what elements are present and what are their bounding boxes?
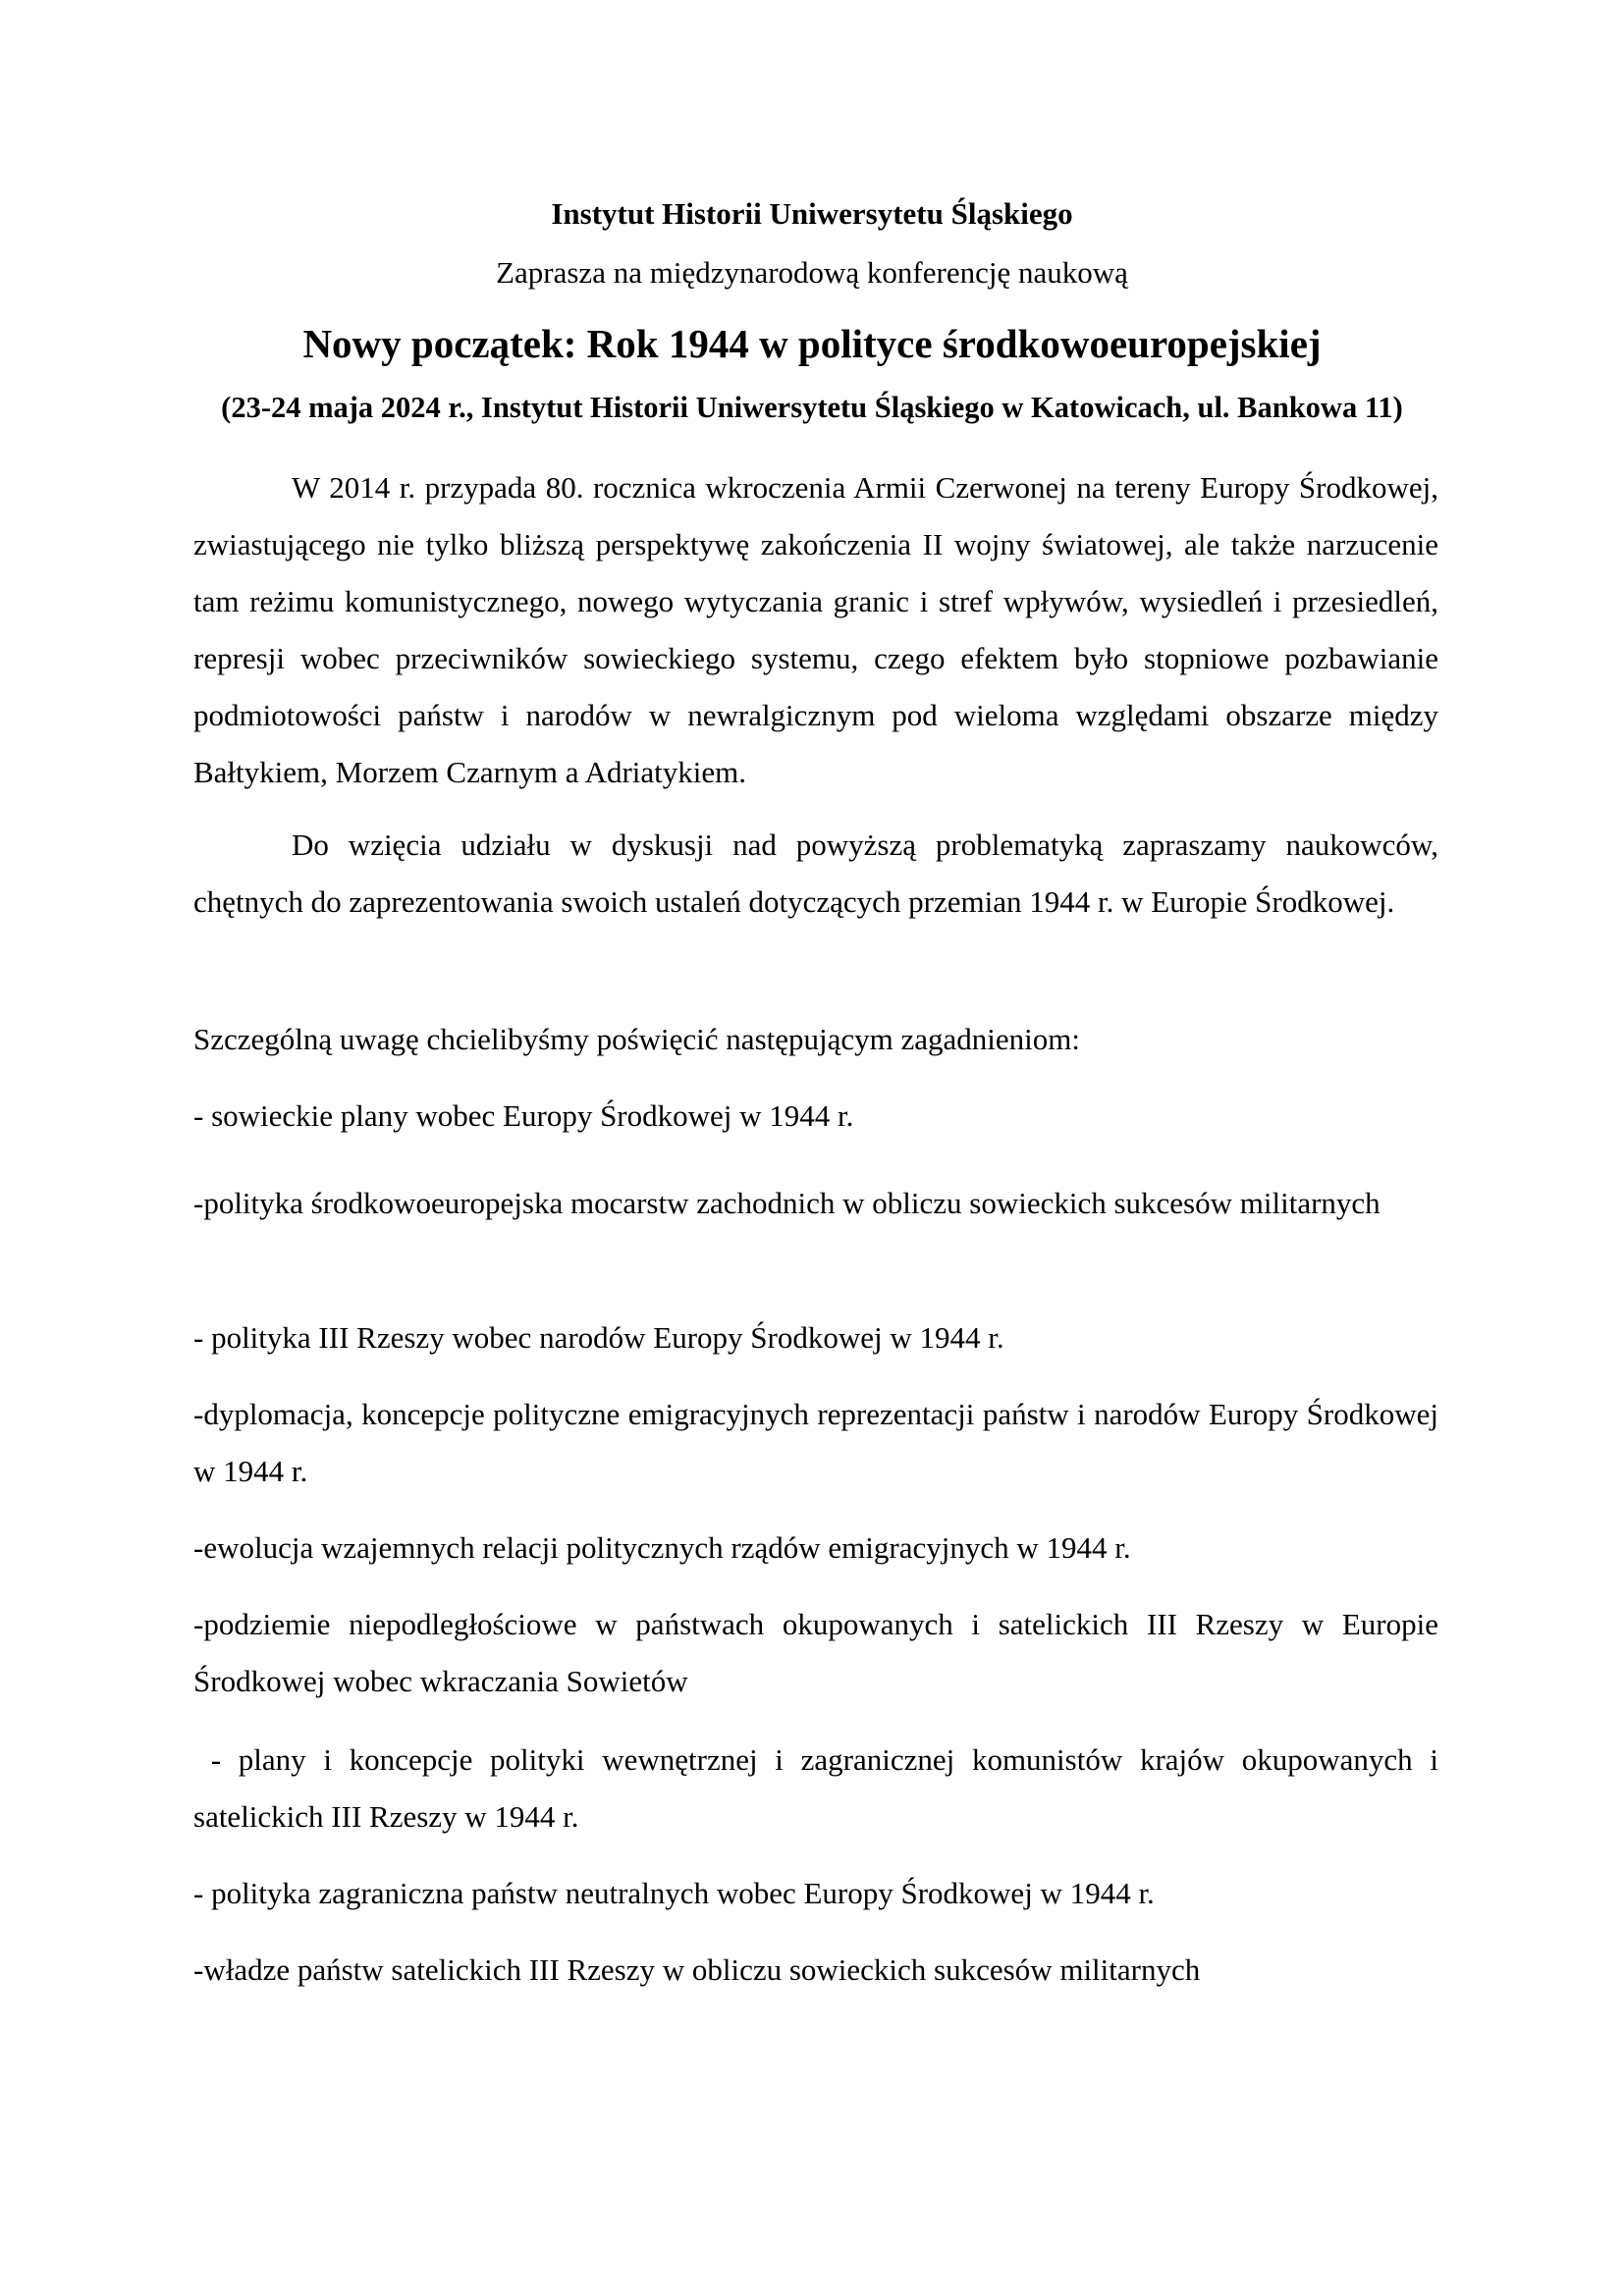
topic-item: -ewolucja wzajemnych relacji politycznych rządów emigracyjnych w 1944 r. bbox=[193, 1530, 1131, 1565]
conference-title: Nowy początek: Rok 1944 w polityce środkowoeuropejskiej bbox=[302, 321, 1322, 366]
topic-item: -dyplomacja, koncepcje polityczne emigracyjnych reprezentacji państw i narodów Europy Środkowej w 1944 r. bbox=[193, 1397, 1438, 1488]
paragraph-text: W 2014 r. przypada 80. rocznica wkroczenia Armii Czerwonej na tereny Europy Środkowej, zwiastującego nie tylko bliższą perspektywę zakończenia II wojny światowej, ale także narzucenie tam reżimu komunistycznego, nowego wytyczania granic i stref wpływów, wysiedleń i przesiedleń, represji wobec przeciwników sowieckiego systemu, czego efektem było stopniowe pozbawianie podmiotowości państw i narodów w newralgicznym pod wieloma względami obszarze między Bałtykiem, Morzem Czarnym a Adriatykiem. bbox=[193, 470, 1438, 789]
conference-details: (23-24 maja 2024 r., Instytut Historii Uniwersytetu Śląskiego w Katowicach, ul. Bankowa 11) bbox=[221, 391, 1403, 424]
paragraph-text: Do wzięcia udziału w dyskusji nad powyższą problematyką zapraszamy naukowców, chętnych do zaprezentowania swoich ustaleń dotyczących przemian 1944 r. w Europie Środkowej. bbox=[193, 828, 1438, 919]
topic-item: - polityka zagraniczna państw neutralnych wobec Europy Środkowej w 1944 r. bbox=[193, 1876, 1155, 1910]
invitation-paragraph bbox=[193, 817, 1438, 931]
topics-intro: Szczególną uwagę chcielibyśmy poświęcić następującym zagadnieniom: bbox=[193, 1022, 1080, 1056]
intro-paragraph bbox=[193, 459, 1438, 801]
topic-item: -podziemie niepodległościowe w państwach okupowanych i satelickich III Rzeszy w Europie Środkowej wobec wkraczania Sowietów bbox=[193, 1607, 1438, 1698]
topic-item: - sowieckie plany wobec Europy Środkowej w 1944 r. bbox=[193, 1098, 854, 1133]
topic-item: - polityka III Rzeszy wobec narodów Europy Środkowej w 1944 r. bbox=[193, 1320, 1004, 1355]
invitation-line: Zaprasza na międzynarodową konferencję naukową bbox=[496, 255, 1128, 290]
topic-item: -polityka środkowoeuropejska mocarstw zachodnich w obliczu sowieckich sukcesów militarnych bbox=[193, 1186, 1380, 1220]
institute-heading: Instytut Historii Uniwersytetu Śląskiego bbox=[551, 196, 1073, 231]
topic-item: -władze państw satelickich III Rzeszy w obliczu sowieckich sukcesów militarnych bbox=[193, 1952, 1201, 1987]
topic-item: - plany i koncepcje polityki wewnętrznej i zagranicznej komunistów krajów okupowanych i satelickich III Rzeszy w 1944 r. bbox=[193, 1742, 1446, 1834]
